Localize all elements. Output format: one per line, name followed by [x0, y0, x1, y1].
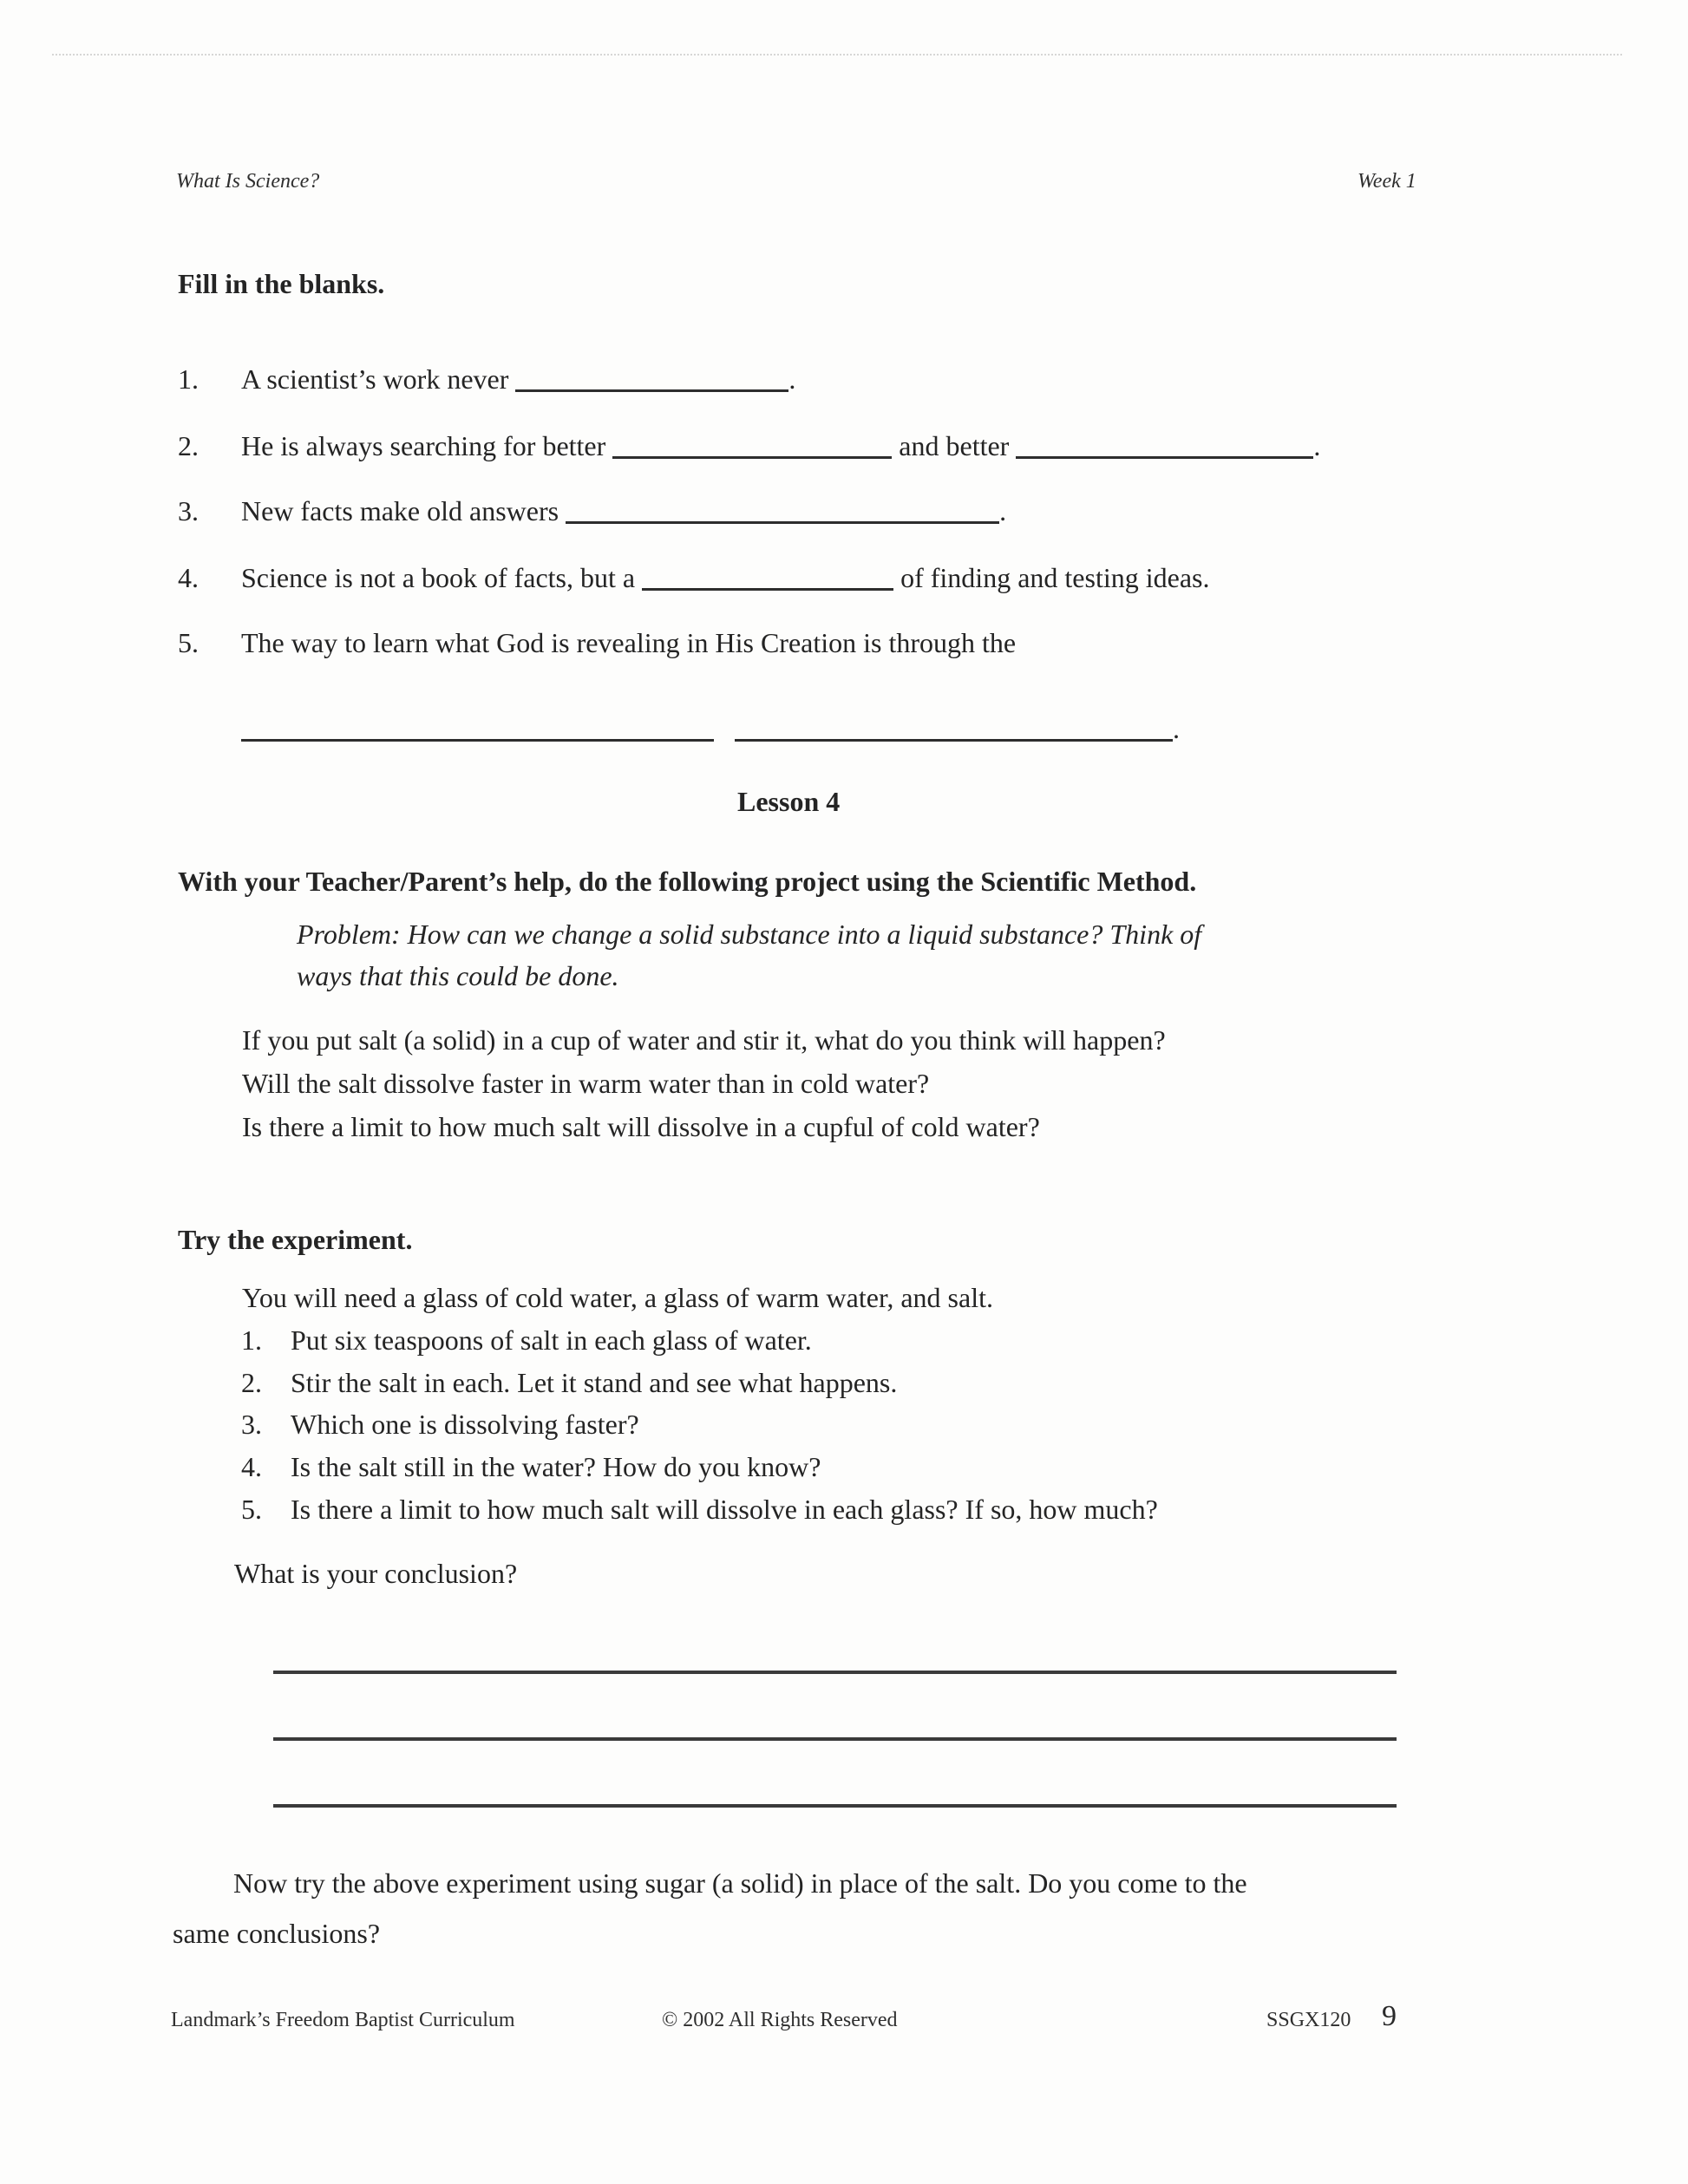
blank-line	[1016, 430, 1313, 459]
fill-blanks-heading: Fill in the blanks.	[178, 268, 385, 299]
item-number: 3.	[178, 495, 199, 526]
question-line: Is there a limit to how much salt will dissolve in a cupful of cold water?	[242, 1111, 1040, 1142]
step-number: 2.	[241, 1367, 262, 1398]
item-text-end: .	[1313, 430, 1321, 461]
item-number: 1.	[178, 363, 199, 395]
fill-blank-item	[178, 360, 795, 396]
step-text: Which one is dissolving faster?	[291, 1409, 639, 1440]
problem-statement-line2: ways that this could be done.	[297, 960, 619, 991]
step-number: 5.	[241, 1494, 262, 1525]
experiment-step	[241, 1450, 821, 1483]
item-number: 5.	[178, 627, 199, 658]
lesson-heading: Lesson 4	[737, 786, 841, 817]
fill-blank-item	[178, 492, 1006, 527]
footer-page-number: 9	[1382, 2000, 1397, 2032]
item-text-end: .	[999, 495, 1007, 526]
step-number: 3.	[241, 1409, 262, 1440]
item-text: Science is not a book of facts, but a	[241, 562, 636, 593]
conclusion-prompt: What is your conclusion?	[234, 1558, 518, 1589]
fill-blank-item-continuation	[241, 709, 1180, 745]
scan-artifact-line	[52, 54, 1622, 56]
blank-line	[612, 430, 892, 459]
experiment-step	[241, 1366, 897, 1399]
fill-blank-item	[178, 626, 1016, 659]
header-week-label: Week 1	[1358, 170, 1416, 193]
item-text-end: of finding and testing ideas.	[900, 562, 1210, 593]
footer-code: SSGX120	[1266, 2009, 1351, 2031]
materials-line: You will need a glass of cold water, a glass of warm water, and salt.	[242, 1282, 993, 1313]
step-text: Is there a limit to how much salt will dissolve in each glass? If so, how much?	[291, 1494, 1158, 1525]
step-text: Is the salt still in the water? How do you know?	[291, 1451, 821, 1482]
blank-line	[515, 363, 788, 392]
blank-line	[241, 713, 714, 742]
blank-line	[566, 495, 999, 524]
answer-line	[273, 1671, 1397, 1674]
step-text: Put six teaspoons of salt in each glass of water.	[291, 1324, 812, 1356]
followup-paragraph-line2: same conclusions?	[173, 1918, 381, 1949]
question-line: Will the salt dissolve faster in warm water than in cold water?	[242, 1068, 930, 1099]
followup-paragraph-line1: Now try the above experiment using sugar (a solid) in place of the salt. Do you come to the	[233, 1867, 1247, 1899]
instruction-heading: With your Teacher/Parent’s help, do the following project using the Scientific Method.	[178, 866, 1197, 897]
answer-line	[273, 1804, 1397, 1808]
item-text: A scientist’s work never	[241, 363, 509, 395]
item-text: The way to learn what God is revealing in His Creation is through the	[241, 627, 1017, 658]
experiment-heading: Try the experiment.	[178, 1224, 413, 1255]
experiment-step	[241, 1493, 1158, 1526]
blank-line	[642, 562, 893, 591]
question-line: If you put salt (a solid) in a cup of water and stir it, what do you think will happen?	[242, 1024, 1166, 1056]
step-text: Stir the salt in each. Let it stand and see what happens.	[291, 1367, 898, 1398]
fill-blank-item	[178, 559, 1209, 594]
item-number: 2.	[178, 430, 199, 461]
item-text: He is always searching for better	[241, 430, 606, 461]
footer-publisher: Landmark’s Freedom Baptist Curriculum	[171, 2009, 515, 2031]
item-text-mid: and better	[899, 430, 1010, 461]
experiment-step	[241, 1408, 639, 1441]
step-number: 1.	[241, 1324, 262, 1356]
header-course-title: What Is Science?	[176, 170, 320, 193]
problem-statement-line1: Problem: How can we change a solid substance into a liquid substance? Think of	[297, 919, 1202, 950]
item-text-end: .	[788, 363, 796, 395]
step-number: 4.	[241, 1451, 262, 1482]
experiment-step	[241, 1324, 812, 1357]
item-text-end: .	[1173, 713, 1180, 744]
item-number: 4.	[178, 562, 199, 593]
answer-line	[273, 1737, 1397, 1741]
fill-blank-item	[178, 427, 1320, 462]
blank-line	[735, 713, 1173, 742]
footer-copyright: © 2002 All Rights Reserved	[662, 2009, 898, 2031]
item-text: New facts make old answers	[241, 495, 559, 526]
